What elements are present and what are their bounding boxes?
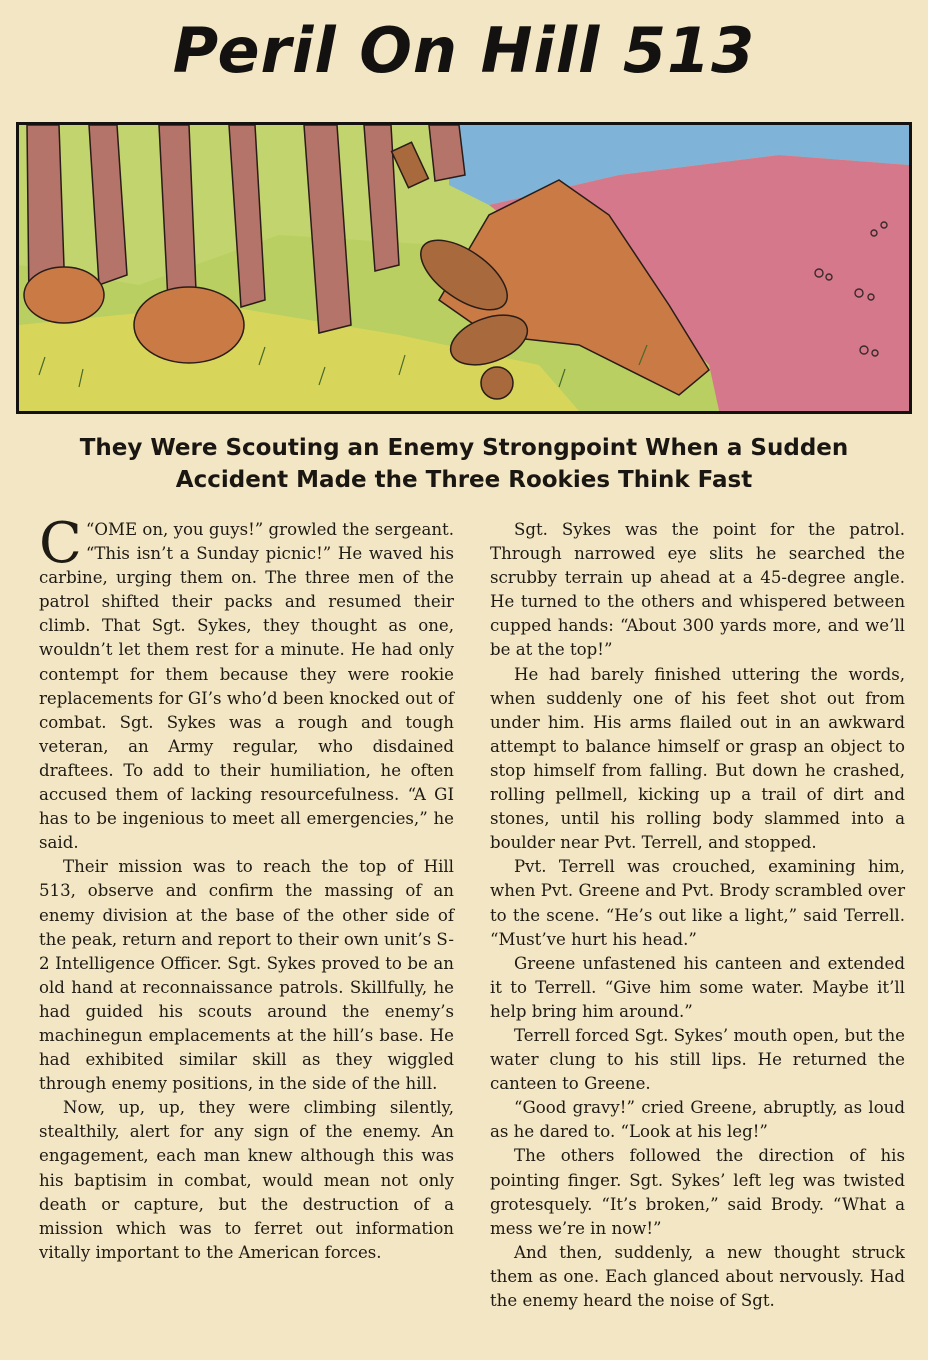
paragraph-text: OME on, you guys!” growled the sergeant. “This isn’t a Sunday picnic!” He waved his carbine, urging them on. The three men of the patrol shifted their packs and resumed their climb. That Sgt. Sykes, they thought as one, wouldn’t let them rest for a minute. He had only contempt for them because they were rookie replacements for GI’s who’d been knocked out of combat. Sgt. Sykes was a rough and tough veteran, an Army regular, who disdained draftees. To add to their humiliation, he often accused them of lacking resourcefulness. “A GI has to be ingenious to meet all emergencies,” he said. [39,520,454,853]
paragraph [39,511,454,855]
paragraph: And then, suddenly, a new thought struck them as one. Each glanced about nervously. Had the enemy heard the noise of Sgt. [490,1242,905,1310]
opening-quote: “ [85,520,95,539]
paragraph: “Good gravy!” cried Greene, abruptly, as loud as he dared to. “Look at his leg!” [490,1098,905,1142]
left-text-column [39,511,454,1265]
story-subtitle [60,432,868,496]
subtitle-line-1: They Were Scouting an Enemy Strongpoint When a Sudden [79,435,849,461]
story-title: Peril On Hill 513 [172,14,756,87]
paragraph: Now, up, up, they were climbing silently, stealthily, alert for any sign of the enemy. An engagement, each man knew although this was his baptisim in combat, would mean not only death or capture, but the destruction of a mission which was to ferret out information vitally important to the American forces. [39,1098,454,1262]
paragraph: Their mission was to reach the top of Hill 513, observe and confirm the massing of an enemy division at the base of the other side of the peak, return and report to their own unit’s S-2 Intelligence Officer. Sgt. Sykes proved to be an old hand at reconnaissance patrols. Skillfully, he had guided his scouts around the enemy’s machinegun emplacements at the hill’s base. He had exhibited similar skill as they wiggled through enemy positions, in the side of the hill. [39,857,454,1094]
fall-illustration [19,125,909,411]
paragraph: Terrell forced Sgt. Sykes’ mouth open, but the water clung to his still lips. He returned the canteen to Greene. [490,1025,905,1094]
right-text-column [490,518,905,1313]
paragraph: He had barely finished uttering the words, when suddenly one of his feet shot out from under him. His arms flailed out in an awkward attempt to balance himself or grasp an object to stop himself from falling. But down he crashed, rolling pellmell, kicking up a trail of dirt and stones, until his rolling body slammed into a boulder near Pvt. Terrell, and stopped. [490,664,905,853]
paragraph: Sgt. Sykes was the point for the patrol. Through narrowed eye slits he searched the scrubby terrain up ahead at a 45-degree angle. He turned to the others and whispered between cupped hands: “About 300 yards more, and we’ll be at the top!” [490,520,905,660]
paragraph: Pvt. Terrell was crouched, examining him, when Pvt. Greene and Pvt. Brody scrambled over to the scene. “He’s out like a light,” said Terrell. “Must’ve hurt his head.” [490,857,905,949]
paragraph: Greene unfastened his canteen and extended it to Terrell. “Give him some water. Maybe it’ll help bring him around.” [490,953,905,1021]
subtitle-line-2: Accident Made the Three Rookies Think Fast [175,467,753,493]
drop-cap: C [39,511,82,576]
paragraph: The others followed the direction of his pointing finger. Sgt. Sykes’ left leg was twisted grotesquely. “It’s broken,” said Brody. “What a mess we’re in now!” [490,1146,905,1238]
illustration-panel [16,122,912,414]
